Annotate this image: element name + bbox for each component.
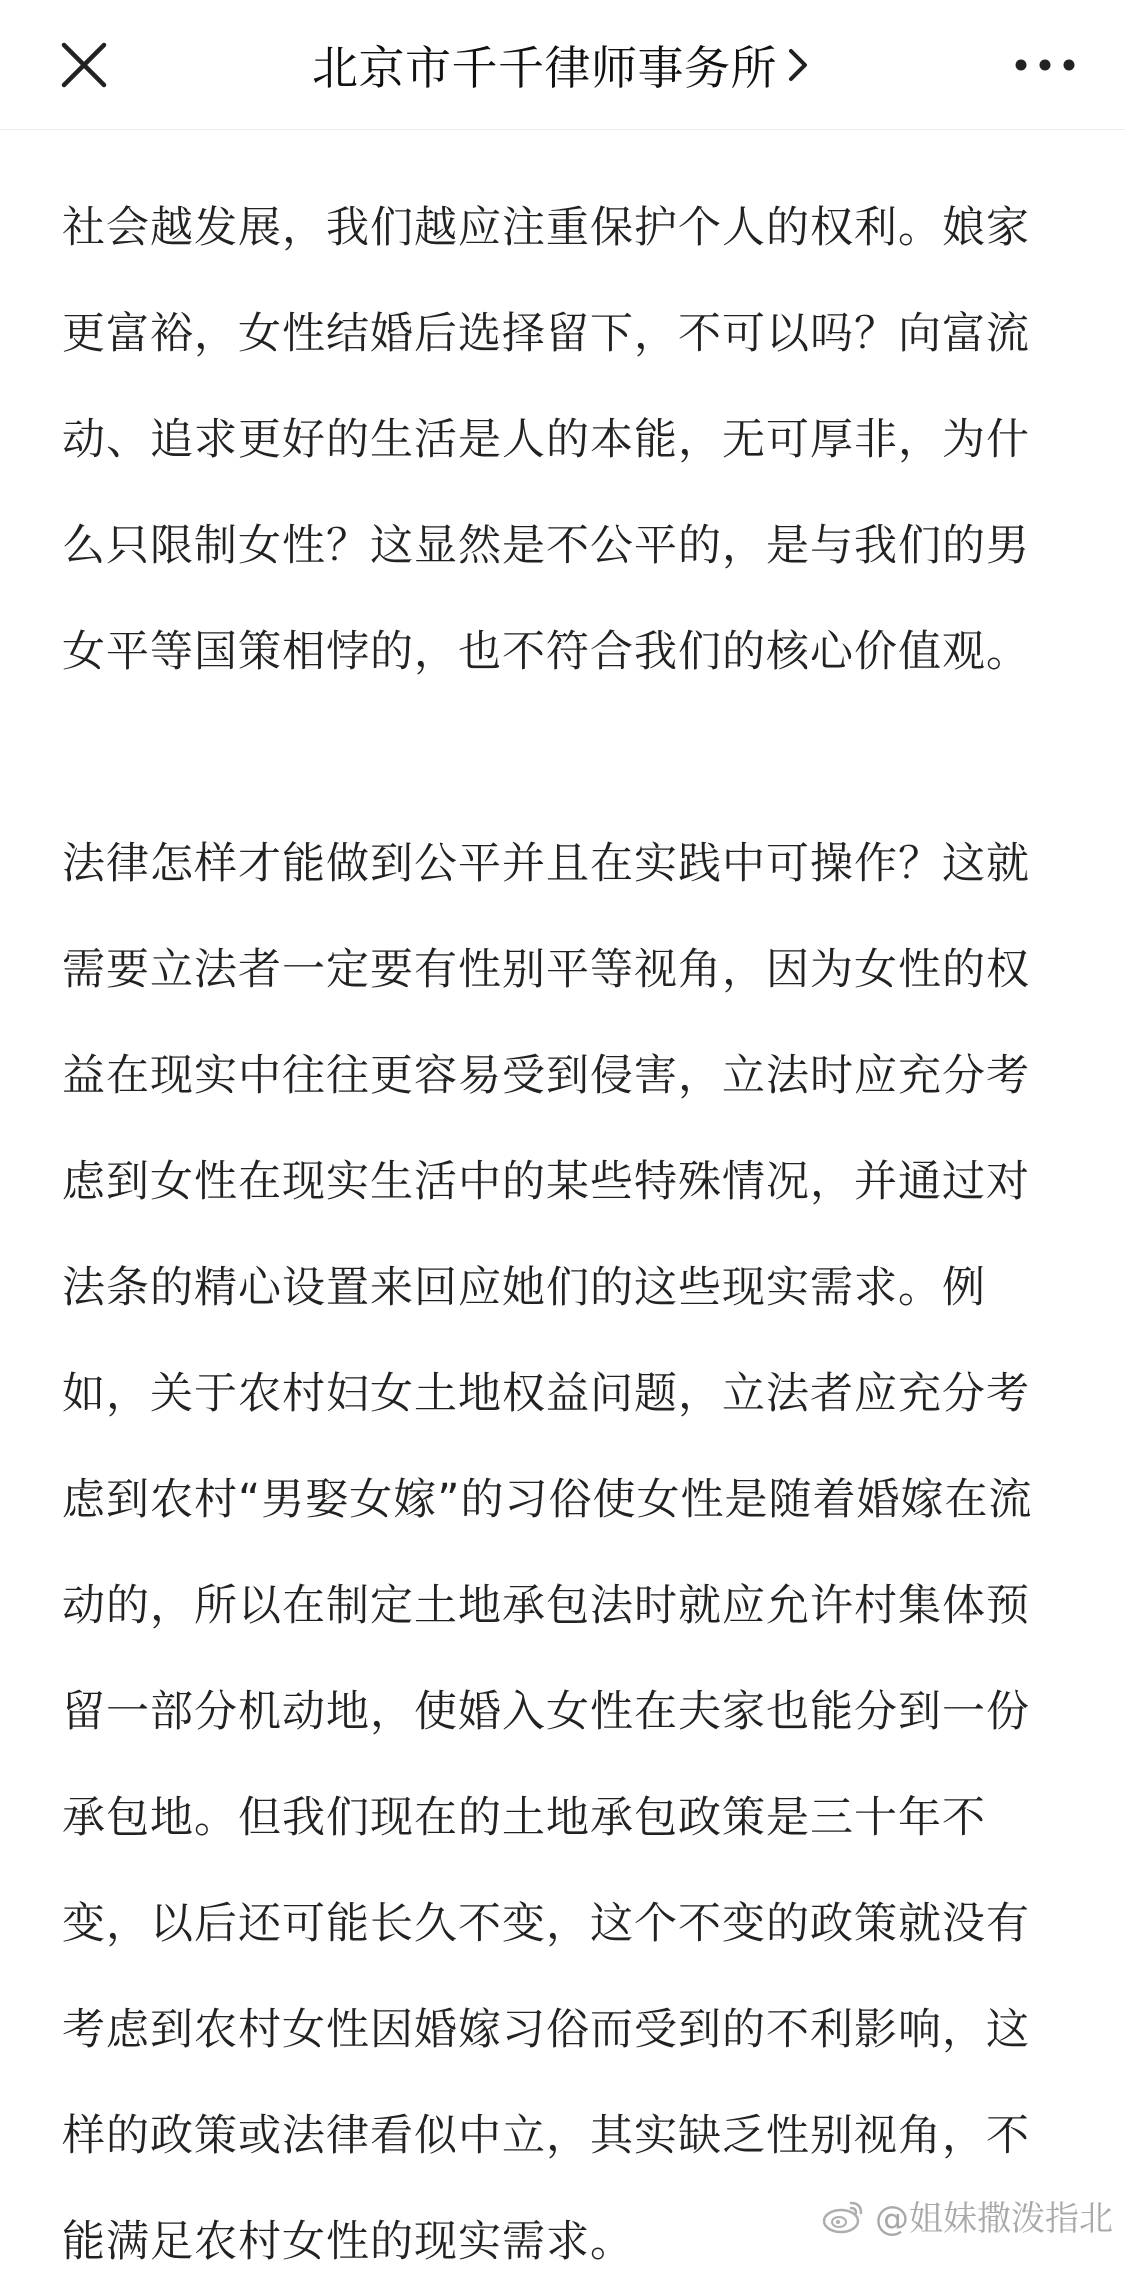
close-button[interactable] <box>52 33 116 97</box>
weibo-logo-icon <box>821 2197 867 2235</box>
account-title-link[interactable] <box>150 30 975 100</box>
paragraph-spacer <box>62 705 1063 811</box>
top-nav-bar <box>0 0 1125 130</box>
close-icon <box>52 33 116 97</box>
article-body <box>62 175 1063 2295</box>
article-paragraph: 社会越发展，我们越应注重保护个人的权利。娘家更富裕，女性结婚后选择留下，不可以吗？向富流动、追求更好的生活是人的本能，无可厚非，为什么只限制女性？这显然是不公平的，是与我们的男女平等国策相悖的，也不符合我们的核心价值观。 <box>62 203 1030 677</box>
article-paragraph: 法律怎样才能做到公平并且在实践中可操作？这就需要立法者一定要有性别平等视角，因为女性的权益在现实中往往更容易受到侵害，立法时应充分考虑到女性在现实生活中的某些特殊情况，并通过对法条的精心设置来回应她们的这些现实需求。例如，关于农村妇女土地权益问题，立法者应充分考虑到农村“男娶女嫁”的习俗使女性是随着婚嫁在流动的，所以在制定土地承包法时就应允许村集体预留一部分机动地，使婚入女性在夫家也能分到一份承包地。但我们现在的土地承包政策是三十年不变，以后还可能长久不变，这个不变的政策就没有考虑到农村女性因婚嫁习俗而受到的不利影响，这样的政策或法律看似中立，其实缺乏性别视角，不能满足农村女性的现实需求。 <box>62 839 1033 2267</box>
chevron-right-icon <box>783 43 813 87</box>
page-title: 北京市千千律师事务所 <box>312 41 777 95</box>
more-options-button[interactable] <box>1007 33 1083 97</box>
weibo-watermark <box>821 2191 1113 2240</box>
more-options-icon <box>1007 33 1083 97</box>
watermark-text: @姐妹撒泼指北 <box>875 2199 1113 2239</box>
